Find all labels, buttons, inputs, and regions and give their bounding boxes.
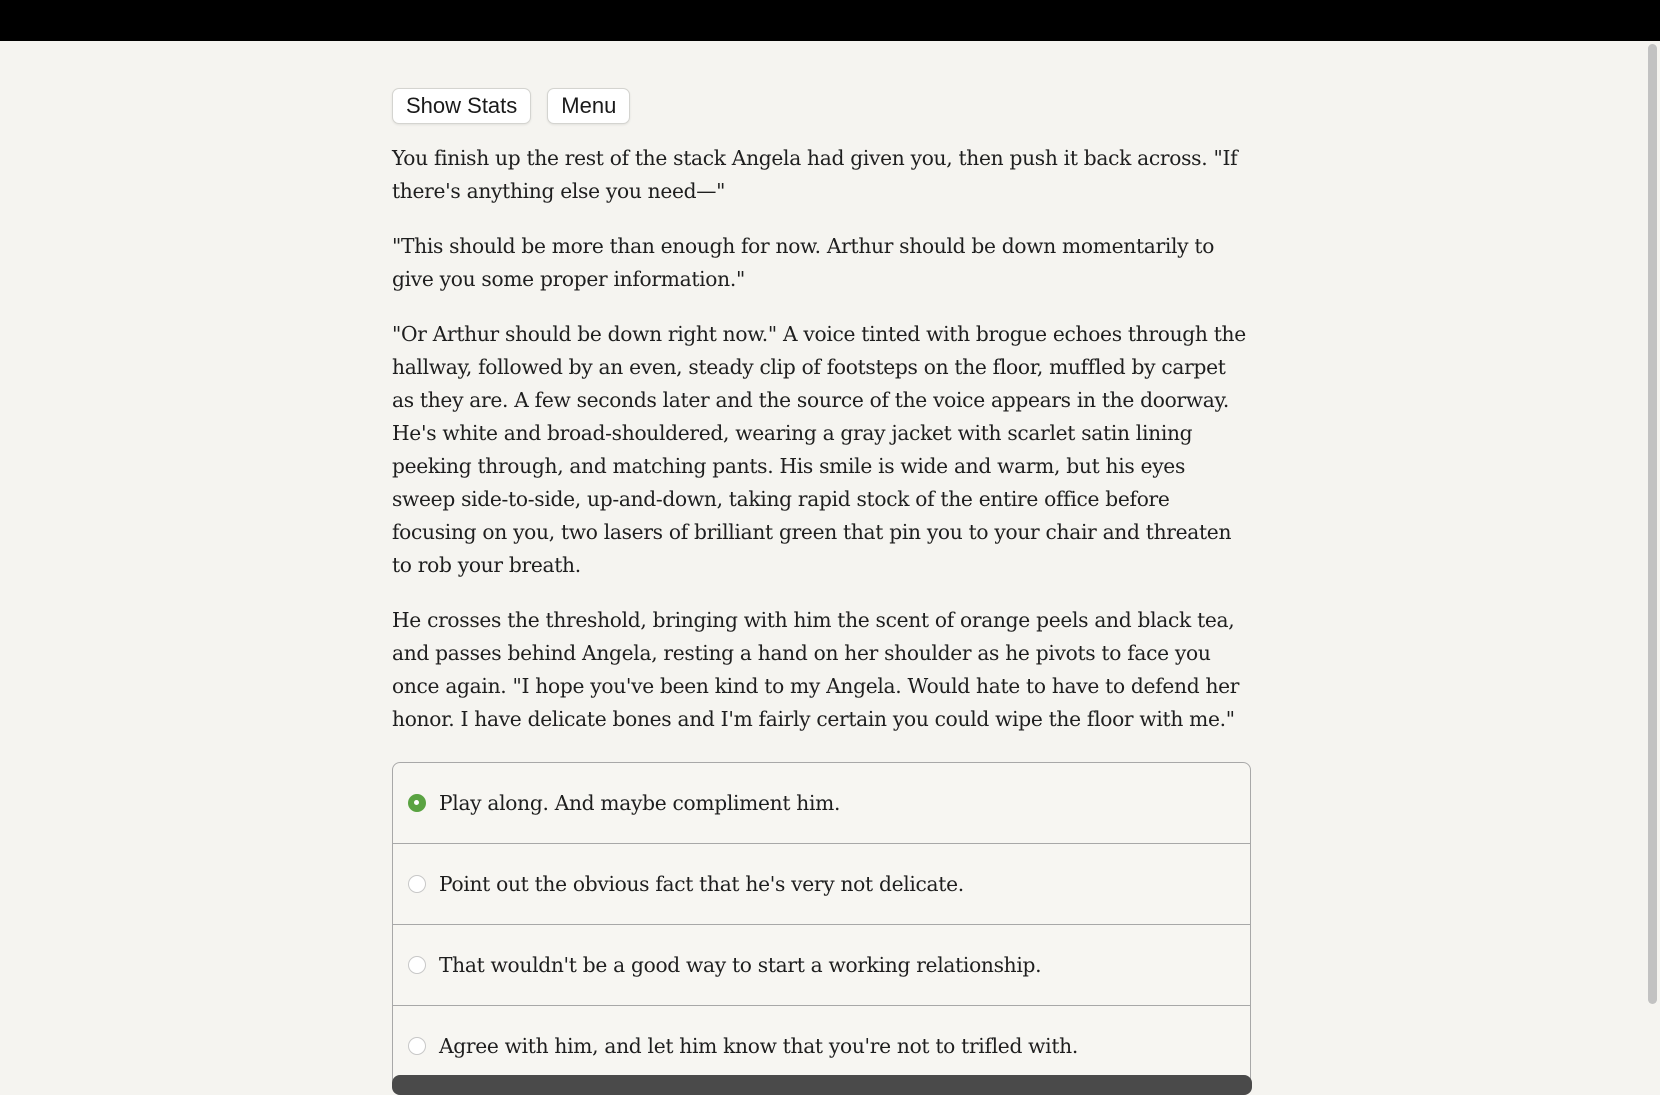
choice-label: Point out the obvious fact that he's very not delicate.: [439, 872, 964, 896]
toolbar: [392, 88, 1252, 124]
radio-unselected-icon[interactable]: [408, 956, 426, 974]
top-bar: [0, 0, 1660, 41]
story-paragraph: "Or Arthur should be down right now." A voice tinted with brogue echoes through the hallway, followed by an even, steady clip of footsteps on the floor, muffled by carpet as they are. A few seconds later and the source of the voice appears in the doorway. He's white and broad-shouldered, wearing a gray jacket with scarlet satin lining peeking through, and matching pants. His smile is wide and warm, but his eyes sweep side-to-side, up-and-down, taking rapid stock of the entire office before focusing on you, two lasers of brilliant green that pin you to your chair and threaten to rob your breath.: [392, 322, 1246, 577]
radio-selected-icon[interactable]: [408, 794, 426, 812]
story-text: [392, 142, 1252, 736]
choice-option[interactable]: [393, 763, 1250, 844]
choice-label: Agree with him, and let him know that you're not to trifled with.: [439, 1034, 1078, 1058]
radio-unselected-icon[interactable]: [408, 875, 426, 893]
scrollbar-thumb[interactable]: [1648, 44, 1657, 1004]
story-paragraph: He crosses the threshold, bringing with him the scent of orange peels and black tea, and passes behind Angela, resting a hand on her shoulder as he pivots to face you once again. "I hope you've been kind to my Angela. Would hate to have to defend her honor. I have delicate bones and I'm fairly certain you could wipe the floor with me.": [392, 608, 1240, 731]
choice-list: [392, 762, 1251, 1087]
choice-option[interactable]: [393, 1006, 1250, 1086]
choice-option[interactable]: [393, 925, 1250, 1006]
story-paragraph: "This should be more than enough for now. Arthur should be down momentarily to give you some proper information.": [392, 234, 1215, 291]
show-stats-button[interactable]: Show Stats: [392, 88, 531, 124]
choice-label: That wouldn't be a good way to start a working relationship.: [439, 953, 1042, 977]
choice-option[interactable]: [393, 844, 1250, 925]
menu-button[interactable]: Menu: [547, 88, 630, 124]
story-paragraph: You finish up the rest of the stack Angela had given you, then push it back across. "If there's anything else you need—": [392, 146, 1238, 203]
game-content: [392, 88, 1252, 1087]
next-button[interactable]: [392, 1075, 1252, 1095]
radio-unselected-icon[interactable]: [408, 1037, 426, 1055]
choice-label: Play along. And maybe compliment him.: [439, 791, 841, 815]
